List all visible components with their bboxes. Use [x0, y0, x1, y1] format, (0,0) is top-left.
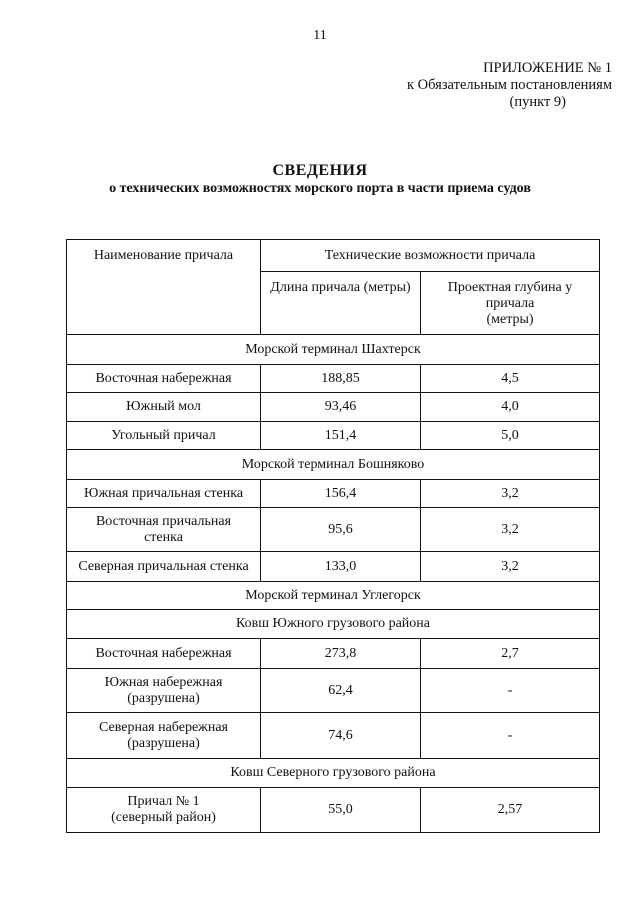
- berth-length-cell: 62,4: [261, 669, 421, 713]
- document-subtitle: о технических возможностях морского порта в части приема судов: [109, 181, 531, 196]
- berth-name-line: (разрушена): [127, 735, 200, 751]
- berth-capabilities-table: [66, 239, 600, 833]
- section-row: [67, 335, 600, 365]
- header-depth: [421, 272, 600, 335]
- section-row: [67, 450, 600, 480]
- berth-depth-cell: 3,2: [421, 480, 600, 508]
- appendix-point: (пункт 9): [509, 94, 566, 110]
- berth-name-line: Восточная набережная: [95, 370, 232, 386]
- table-row: [67, 639, 600, 669]
- table-row: [67, 713, 600, 759]
- berth-depth-cell: -: [421, 669, 600, 713]
- berth-length-cell: 156,4: [261, 480, 421, 508]
- table-row: [67, 788, 600, 833]
- berth-name-line: Восточная набережная: [95, 645, 232, 661]
- table-row: [67, 480, 600, 508]
- berth-name-cell: [67, 552, 261, 582]
- berth-depth-cell: 5,0: [421, 422, 600, 450]
- section-title: Морской терминал Углегорск: [67, 582, 600, 610]
- berth-name-line: (северный район): [111, 810, 216, 825]
- document-heading: [0, 162, 640, 197]
- section-title: Ковш Южного грузового района: [67, 610, 600, 639]
- appendix-title: ПРИЛОЖЕНИЕ № 1: [483, 60, 612, 76]
- berth-length-cell: 188,85: [261, 365, 421, 393]
- section-title: Морской терминал Шахтерск: [67, 335, 600, 365]
- table-header-row: [67, 240, 600, 272]
- berth-depth-cell: 4,5: [421, 365, 600, 393]
- berth-depth-cell: -: [421, 713, 600, 759]
- page-number: 11: [313, 28, 327, 43]
- berth-name-cell: [67, 713, 261, 759]
- berth-name-cell: [67, 639, 261, 669]
- header-depth-line: (метры): [486, 312, 534, 327]
- berth-length-cell: 95,6: [261, 508, 421, 552]
- berth-name-cell: [67, 480, 261, 508]
- section-row: [67, 582, 600, 610]
- header-depth-line: Проектная глубина у: [447, 280, 573, 295]
- berth-name-cell: [67, 365, 261, 393]
- berth-depth-cell: 3,2: [421, 508, 600, 552]
- berth-name-line: Южная причальная стенка: [83, 485, 244, 501]
- berth-depth-cell: 4,0: [421, 393, 600, 422]
- section-row: [67, 759, 600, 788]
- berth-length-cell: 133,0: [261, 552, 421, 582]
- berth-name-line: Южная набережная: [104, 674, 223, 690]
- header-depth-line: причала: [485, 296, 535, 311]
- table-row: [67, 393, 600, 422]
- berth-depth-cell: 2,57: [421, 788, 600, 833]
- berth-length-cell: 93,46: [261, 393, 421, 422]
- berth-name-cell: [67, 422, 261, 450]
- berth-length-cell: 55,0: [261, 788, 421, 833]
- berth-name-line: Северная причальная стенка: [78, 558, 249, 574]
- berth-name-line: Северная набережная: [98, 719, 228, 735]
- header-berth-name: Наименование причала: [67, 240, 261, 335]
- berth-length-cell: 74,6: [261, 713, 421, 759]
- berth-depth-cell: 2,7: [421, 639, 600, 669]
- section-row: [67, 610, 600, 639]
- berth-name-line: Угольный причал: [111, 427, 216, 443]
- berth-name-line: (разрушена): [127, 690, 200, 706]
- table-row: [67, 365, 600, 393]
- table-row: [67, 508, 600, 552]
- berth-name-line: Причал № 1: [127, 794, 200, 809]
- berth-length-cell: 151,4: [261, 422, 421, 450]
- document-title: СВЕДЕНИЯ: [272, 162, 368, 179]
- header-length: Длина причала (метры): [261, 272, 421, 335]
- berth-name-line: Южный мол: [126, 399, 201, 414]
- header-capabilities: Технические возможности причала: [261, 240, 600, 272]
- appendix-reference: к Обязательным постановлениям: [407, 77, 612, 93]
- section-title: Ковш Северного грузового района: [67, 759, 600, 788]
- berth-name-cell: [67, 393, 261, 422]
- table-row: [67, 552, 600, 582]
- appendix-block: [352, 60, 612, 111]
- berth-name-cell: [67, 788, 261, 833]
- table-row: [67, 422, 600, 450]
- berth-length-cell: 273,8: [261, 639, 421, 669]
- berth-name-cell: [67, 669, 261, 713]
- berth-depth-cell: 3,2: [421, 552, 600, 582]
- berth-name-line: стенка: [144, 529, 183, 545]
- table-row: [67, 669, 600, 713]
- berth-name-line: Восточная причальная: [95, 513, 232, 529]
- berth-name-cell: [67, 508, 261, 552]
- section-title: Морской терминал Бошняково: [67, 450, 600, 480]
